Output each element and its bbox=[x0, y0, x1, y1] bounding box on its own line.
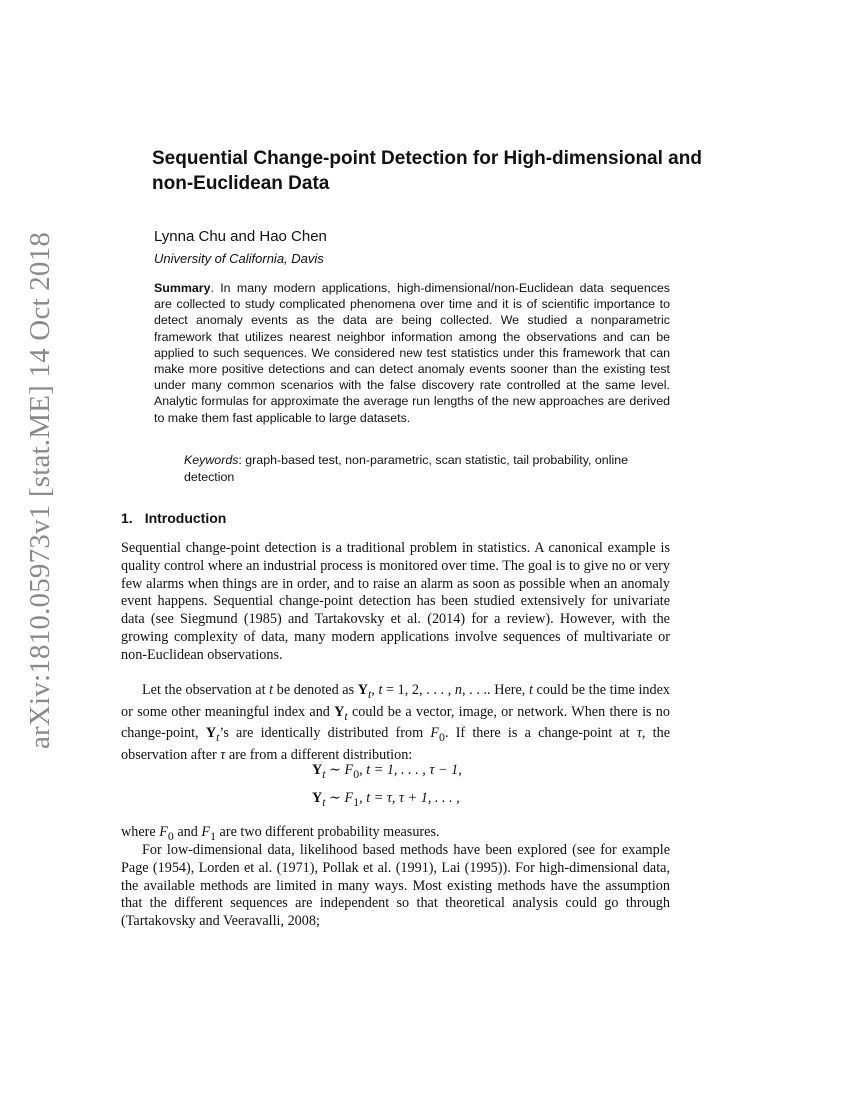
text-fragment: and bbox=[173, 824, 202, 840]
text-fragment: are two different probability measures. bbox=[216, 824, 440, 840]
text-fragment: . If there is a change-point at bbox=[444, 725, 637, 742]
paragraph-4: For low-dimensional data, likelihood based methods have been explored (see for example Page (1954), Lorden et al. (1971), Pollak et al. (1991), Lai (1995)). For high-dimensional data, the available methods are limited in many ways. Most existing methods have the assumption that the different sequences are independent so that theoretical analysis could go through (Tartakovsky and Veeravalli, 2008; bbox=[121, 842, 670, 930]
math-expr: , t = τ, τ + 1, . . . , bbox=[359, 790, 460, 806]
text-fragment: , bbox=[371, 682, 379, 698]
math-var: Y bbox=[334, 703, 345, 720]
summary-text: . In many modern applications, high-dimensional/non-Euclidean data sequences are collected to study complicated phenomena over time and it is of scientific importance to detect anomaly events as the data are being collected. We studied a nonparametric framework that utilizes nearest neighbor information among the observations and can be applied to such sequences. We considered new test statistics under this framework that can make more positive detections and can detect anomaly events sooner than the existing test under many common scenarios with the false discovery rate controlled at the same level. Analytic formulas for approximate the average run lengths of the new approaches are derived to make them fast applicable to large datasets. bbox=[154, 281, 670, 425]
math-var: t bbox=[378, 682, 383, 698]
math-var: τ bbox=[220, 746, 226, 763]
section-title: Introduction bbox=[144, 510, 227, 526]
math-var: F bbox=[159, 824, 168, 840]
keywords bbox=[184, 452, 664, 485]
text-fragment: Let the observation at bbox=[142, 682, 270, 698]
math-var: Y bbox=[205, 725, 217, 742]
math-var: t bbox=[269, 682, 274, 698]
math-sub: 0 bbox=[353, 766, 360, 781]
math-sub: 1 bbox=[353, 794, 360, 809]
text-fragment: = 1, 2, . . . , bbox=[382, 682, 455, 698]
math-sub: 0 bbox=[439, 730, 445, 745]
math-var: F bbox=[430, 725, 440, 742]
math-var: n bbox=[454, 682, 462, 698]
summary-label: Summary bbox=[154, 281, 211, 295]
math-sub: t bbox=[344, 708, 348, 723]
equation-line-1 bbox=[312, 762, 462, 782]
section-number: 1. bbox=[121, 510, 133, 526]
text-fragment: , . . .. Here, bbox=[461, 682, 529, 698]
text-fragment: could be the time index or some other meaningful index and bbox=[121, 682, 671, 720]
arxiv-stamp-text: arXiv:1810.05973v1 [stat.ME] 14 Oct 2018 bbox=[24, 231, 57, 749]
paper-authors: Lynna Chu and Hao Chen bbox=[154, 228, 327, 245]
math-sub: t bbox=[216, 730, 220, 745]
math-op: ∼ bbox=[325, 762, 345, 778]
summary bbox=[154, 280, 670, 426]
math-sub: t bbox=[322, 766, 326, 781]
math-sub: t bbox=[368, 686, 372, 701]
paragraph-1: Sequential change-point detection is a traditional problem in statistics. A canonical example is quality control where an industrial process is monitored over time. The goal is to give no or very few alarms when things are in order, and to raise an alarm as soon as possible when an anomaly event happens. Sequential change-point detection has been studied extensively for univariate data (see Siegmund (1985) and Tartakovsky et al. (2014) for a review). However, with the growing complexity of data, many modern applications involve sequences of multivariate or non-Euclidean observations. bbox=[121, 540, 670, 663]
text-fragment: ’s are identically distributed from bbox=[219, 725, 431, 742]
text-fragment: are from a different distribution: bbox=[225, 746, 413, 763]
equation-line-2 bbox=[312, 790, 460, 810]
section-heading bbox=[121, 510, 226, 526]
text-fragment: where bbox=[121, 824, 160, 840]
math-var: F bbox=[344, 790, 354, 806]
math-var: F bbox=[201, 824, 211, 840]
arxiv-side-stamp bbox=[16, 231, 66, 749]
math-sub: 0 bbox=[167, 828, 174, 843]
math-op: ∼ bbox=[325, 790, 345, 806]
math-var: Y bbox=[357, 682, 368, 698]
text-fragment: be denoted as bbox=[273, 682, 358, 698]
math-sub: 1 bbox=[210, 828, 216, 843]
text-fragment: could be a vector, image, or network. When there is no change-point, bbox=[121, 703, 670, 742]
text-fragment: , the observation after bbox=[121, 725, 670, 763]
paragraph-2 bbox=[121, 682, 670, 765]
math-var: τ bbox=[636, 725, 642, 742]
paper-affiliation: University of California, Davis bbox=[154, 251, 324, 266]
math-var: Y bbox=[312, 790, 323, 806]
keywords-label: Keywords bbox=[184, 453, 239, 467]
keywords-text: : graph-based test, non-parametric, scan statistic, tail probability, online detection bbox=[184, 453, 628, 484]
paper-title: Sequential Change-point Detection for High-dimensional and non-Euclidean Data bbox=[152, 148, 702, 194]
math-sub: t bbox=[322, 794, 326, 809]
math-var: F bbox=[344, 762, 354, 778]
math-expr: , t = 1, . . . , τ − 1, bbox=[359, 762, 462, 778]
math-var: t bbox=[528, 682, 533, 698]
math-var: Y bbox=[312, 762, 323, 778]
